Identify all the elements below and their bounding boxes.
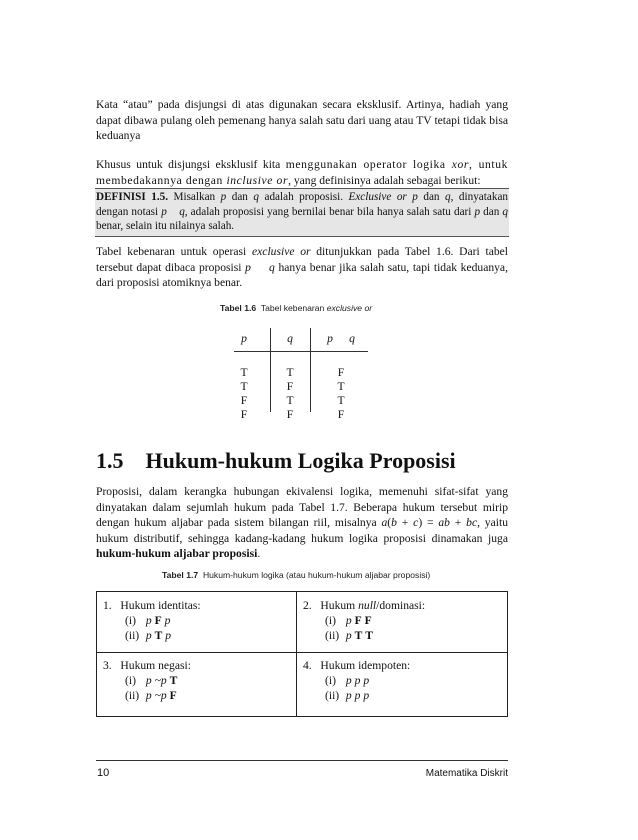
definition-box: DEFINISI 1.5. Misalkan p dan q adalah proposisi. Exclusive or p dan q, dinyatakan dengan notasi p q, adalah proposisi yang bernilai benar bila hanya salah satu dari p dan q benar, selain itu nilainya salah. [95, 188, 509, 237]
table-1-6-caption: Tabel 1.6 Tabel kebenaran exclusive or [220, 303, 373, 313]
paragraph-xor-intro: Kata “atau” pada disjungsi di atas digunakan secara eksklusif. Artinya, hadiah yang dapat dibawa pulang oleh pemenang hanya salah satu dari uang atau TV tetapi tidak bisa keduanya [96, 98, 508, 142]
table-cell: F [337, 408, 345, 421]
table-divider [97, 652, 507, 653]
section-heading [96, 448, 456, 474]
header-p-xor: p [327, 332, 333, 345]
table-cell: T [337, 380, 345, 393]
table-cell: F [240, 394, 248, 407]
section-number: 1.5 [96, 448, 124, 473]
law-identity: 1. Hukum identitas: (i) p F p (ii) p T p [103, 599, 201, 642]
table-header-rule [234, 351, 368, 352]
table-cell: T [337, 394, 345, 407]
definition-label: DEFINISI 1.5. [96, 191, 169, 203]
paragraph-xor-operator: Khusus untuk disjungsi eksklusif kita menggunakan operator logika xor, untuk membedakannya dengan inclusive or, yang definisinya adalah sebagai berikut: [96, 158, 509, 187]
page-number: 10 [97, 767, 110, 779]
law-idempotent: 4. Hukum idempoten: (i) p p p (ii) p p p [303, 659, 411, 702]
logic-laws-table [96, 591, 508, 717]
law-negation: 3. Hukum negasi: (i) p ~p T (ii) p ~p F [103, 659, 191, 702]
header-p: p [241, 332, 247, 345]
table-cell: F [240, 408, 248, 421]
paragraph-logic-laws: Proposisi, dalam kerangka hubungan ekivalensi logika, memenuhi sifat-sifat yang dinyatakan dalam sejumlah hukum pada Tabel 1.7. Beberapa hukum tersebut mirip dengan hukum aljabar pada sistem bilangan riil, misalnya a(b + c) = ab + bc, yaitu hukum distributif, sehingga kadang-kadang hukum logika proposisi dinamakan juga hukum-hukum aljabar proposisi. [96, 485, 508, 560]
paragraph-xor-table-ref: Tabel kebenaran untuk operasi exclusive or ditunjukkan pada Tabel 1.6. Dari tabel tersebut dapat dibaca proposisi p q hanya benar jika salah satu, tapi tidak keduanya, dari proposisi atomiknya benar. [96, 245, 509, 289]
header-q: q [287, 332, 293, 345]
table-cell: T [240, 366, 248, 379]
table-cell: T [240, 380, 248, 393]
table-cell: F [286, 408, 294, 421]
law-null-domination: 2. Hukum null/dominasi: (i) p F F (ii) p T T [303, 599, 426, 642]
section-title: Hukum-hukum Logika Proposisi [145, 448, 456, 473]
table-cell: T [286, 366, 294, 379]
table-1-7-caption: Tabel 1.7 Hukum-hukum logika (atau hukum-hukum aljabar proposisi) [162, 570, 431, 580]
table-divider [296, 592, 297, 716]
table-divider [310, 328, 311, 412]
table-cell: F [337, 366, 345, 379]
footer-rule [96, 760, 508, 761]
header-q-xor: q [349, 332, 355, 345]
book-title: Matematika Diskrit [425, 768, 508, 779]
table-cell: F [286, 380, 294, 393]
table-divider [270, 328, 271, 412]
table-cell: T [286, 394, 294, 407]
